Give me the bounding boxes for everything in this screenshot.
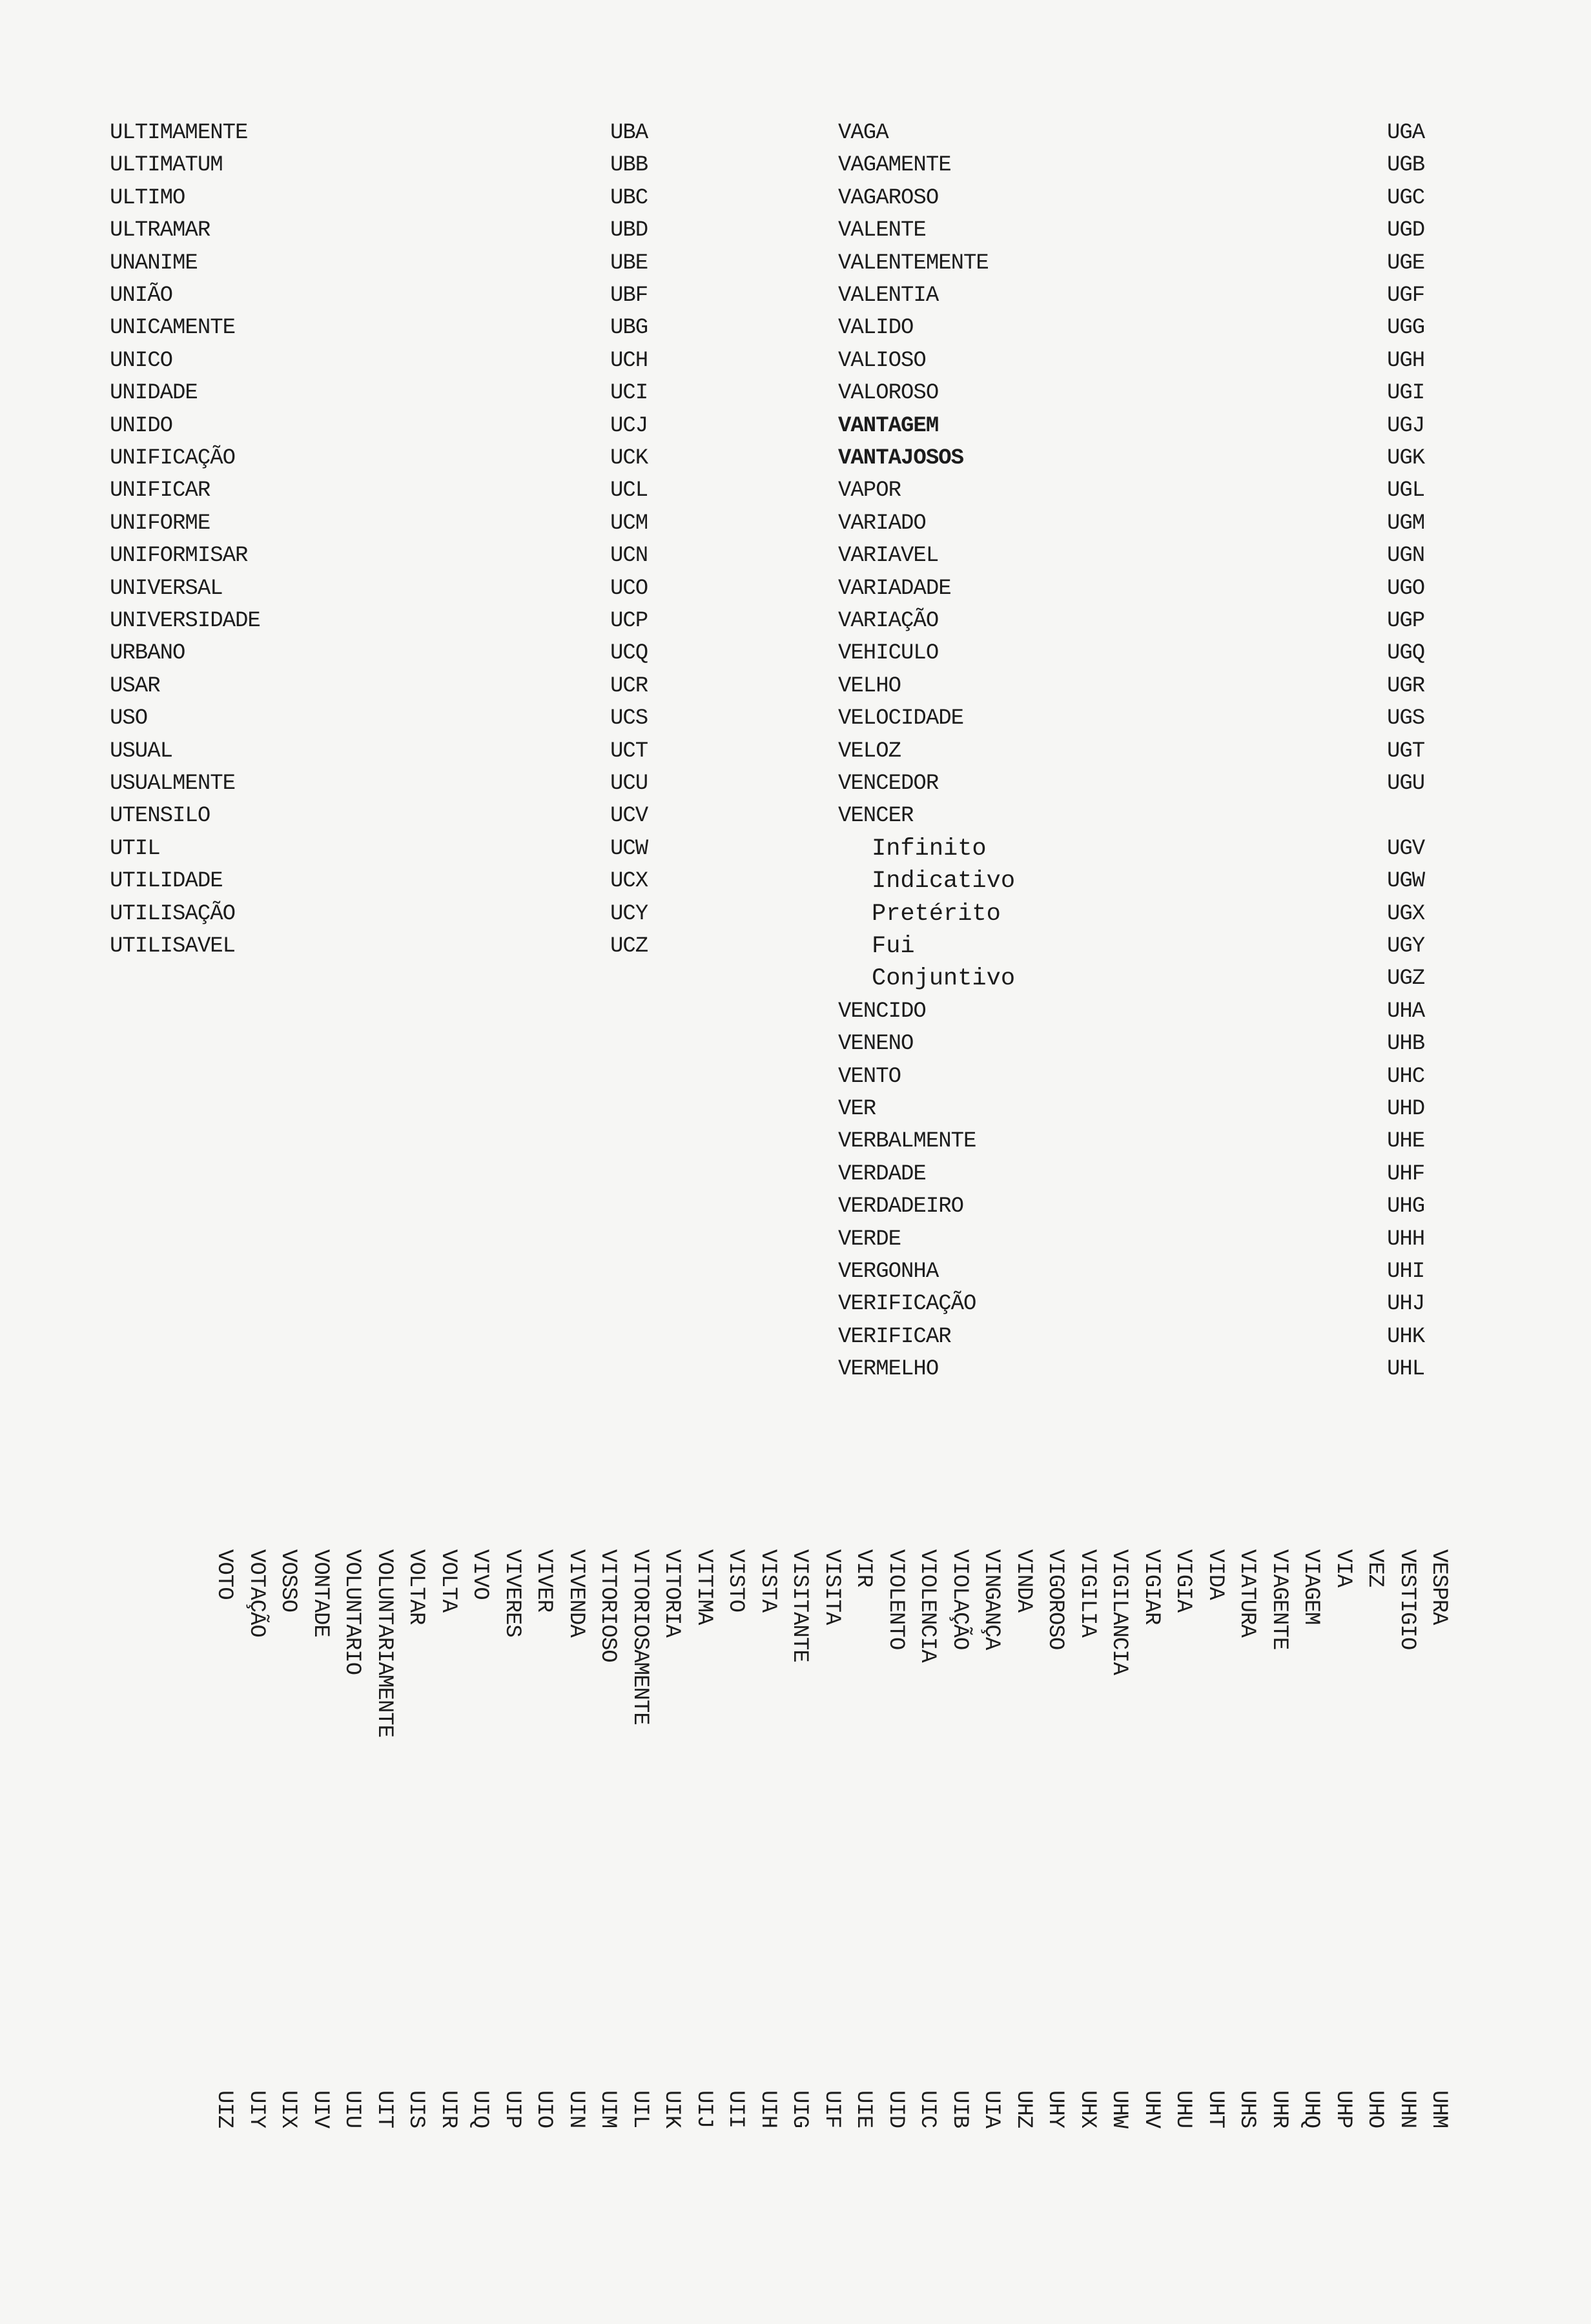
rotated-code: UIL xyxy=(627,2090,652,2128)
entry-row xyxy=(838,118,1464,148)
entry-row xyxy=(838,1322,1464,1352)
entry-word: USO xyxy=(110,706,148,731)
entry-word: VENCIDO xyxy=(838,999,926,1024)
entry-row xyxy=(838,606,1464,636)
entry-word: UNIVERSIDADE xyxy=(110,609,260,633)
entry-word: VENCEDOR xyxy=(838,771,939,796)
entry-row xyxy=(838,1094,1464,1124)
rotated-word: VIGIA xyxy=(1171,1549,1195,1613)
entry-code: UGE xyxy=(1387,250,1425,276)
entry-code: UHA xyxy=(1387,999,1425,1024)
rotated-code: UIS xyxy=(404,2090,428,2128)
rotated-code: UIX xyxy=(276,2090,300,2128)
entry-code: UHE xyxy=(1387,1129,1425,1154)
entry-word: UTIL xyxy=(110,836,160,861)
entry-word: USAR xyxy=(110,673,160,698)
rotated-code: UIV xyxy=(307,2090,333,2128)
rotated-word: VIOLENTO xyxy=(883,1549,908,1650)
entry-word: VELHO xyxy=(838,673,901,698)
entry-code: UHF xyxy=(1387,1161,1425,1187)
entry-word: VAGAMENTE xyxy=(838,153,951,178)
entry-code: UHJ xyxy=(1387,1292,1425,1317)
entry-word: VERDADEIRO xyxy=(838,1194,964,1219)
entry-code: UHC xyxy=(1387,1064,1425,1089)
entry-code: UBC xyxy=(610,185,648,210)
entry-row xyxy=(838,346,1464,376)
entry-word: VENENO xyxy=(838,1032,914,1057)
entry-word: VERGONHA xyxy=(838,1259,939,1284)
rotated-word: VIDA xyxy=(1202,1549,1227,1600)
entry-row xyxy=(838,541,1464,571)
entry-row xyxy=(838,997,1464,1026)
entry-word: UNIÃO xyxy=(110,283,173,308)
entry-row xyxy=(110,411,688,441)
rotated-code: UHM xyxy=(1426,2090,1451,2128)
rotated-word: VIVO xyxy=(467,1549,492,1600)
entry-word: VALOROSO xyxy=(838,381,939,406)
entry-word: UNICAMENTE xyxy=(110,316,236,341)
entry-code: UHI xyxy=(1387,1259,1425,1284)
entry-word: Pretérito xyxy=(872,900,1001,928)
entry-row xyxy=(838,509,1464,538)
entry-word: VANTAGEM xyxy=(838,413,939,438)
entry-row xyxy=(110,443,688,473)
entry-row xyxy=(838,737,1464,766)
rotated-word: VIGILANCIA xyxy=(1107,1549,1131,1675)
entry-word: VARIADO xyxy=(838,511,926,536)
rotated-word: VEZ xyxy=(1362,1549,1387,1587)
rotated-code: UHT xyxy=(1202,2090,1227,2128)
entry-word: VERDADE xyxy=(838,1161,926,1187)
entry-row xyxy=(110,509,688,538)
entry-code: UCK xyxy=(610,446,648,471)
rotated-word: VITORIOSO xyxy=(595,1549,620,1662)
entry-code: UCO xyxy=(610,576,648,601)
entry-code: UGO xyxy=(1387,576,1425,601)
entry-word: ULTIMAMENTE xyxy=(110,121,248,145)
entry-row xyxy=(838,671,1464,701)
rotated-code: UIM xyxy=(595,2090,620,2128)
entry-code: UCN xyxy=(610,544,648,569)
entry-word: VALENTE xyxy=(838,218,926,243)
entry-row xyxy=(838,1354,1464,1384)
entry-row xyxy=(110,249,688,278)
entry-word: UNANIME xyxy=(110,250,198,276)
entry-word: UTILISAÇÃO xyxy=(110,901,236,926)
entry-row xyxy=(838,150,1464,180)
entry-row xyxy=(110,541,688,571)
rotated-word: VISTO xyxy=(723,1549,748,1613)
entry-word: VALENTEMENTE xyxy=(838,250,989,276)
entry-code: UCM xyxy=(610,511,648,536)
entry-row xyxy=(838,574,1464,604)
entry-row xyxy=(110,606,688,636)
entry-word: VALIDO xyxy=(838,316,914,341)
entry-code: UCP xyxy=(610,609,648,633)
rotated-code: UIY xyxy=(243,2090,269,2128)
entry-row xyxy=(110,737,688,766)
entry-code: UGR xyxy=(1387,673,1425,698)
rotated-code: UIE xyxy=(851,2090,876,2128)
entry-row xyxy=(110,801,688,831)
entry-code: UGV xyxy=(1387,836,1425,861)
entry-word: VENCER xyxy=(838,804,914,829)
entry-code: UCR xyxy=(610,673,648,698)
rotated-word: VOLTAR xyxy=(404,1549,428,1625)
rotated-word: VIOLENCIA xyxy=(915,1549,939,1662)
rotated-code: UHX xyxy=(1074,2090,1100,2128)
entry-row xyxy=(838,216,1464,245)
entry-code: UGT xyxy=(1387,739,1425,764)
entry-word: URBANO xyxy=(110,641,185,666)
rotated-code: UIQ xyxy=(467,2090,492,2128)
entry-word: VERBALMENTE xyxy=(838,1129,976,1154)
entry-row xyxy=(110,476,688,505)
entry-word: UTENSILO xyxy=(110,804,210,829)
rotated-code: UIN xyxy=(563,2090,588,2128)
entry-row xyxy=(838,249,1464,278)
entry-code: UCT xyxy=(610,739,648,764)
entry-row xyxy=(110,346,688,376)
entry-row xyxy=(838,1062,1464,1092)
entry-row xyxy=(110,834,688,864)
entry-row xyxy=(838,899,1464,929)
entry-code: UGZ xyxy=(1387,966,1425,992)
rotated-word: VOSSO xyxy=(276,1549,300,1613)
entry-code: UGI xyxy=(1387,381,1425,406)
entry-word: VALIOSO xyxy=(838,348,926,373)
rotated-word: VITORIA xyxy=(659,1549,684,1637)
entry-word: UNIDADE xyxy=(110,381,198,406)
entry-word: UTILIDADE xyxy=(110,869,223,894)
rotated-code: UII xyxy=(723,2090,748,2128)
entry-word: VARIADADE xyxy=(838,576,951,601)
entry-row xyxy=(838,378,1464,408)
entry-code: UCL xyxy=(610,478,648,504)
entry-word: USUALMENTE xyxy=(110,771,236,796)
rotated-code: UHN xyxy=(1394,2090,1419,2128)
entry-word: VAPOR xyxy=(838,478,901,504)
entry-word: ULTIMO xyxy=(110,185,185,210)
entry-word: VARIAÇÃO xyxy=(838,609,939,633)
entry-row xyxy=(110,704,688,733)
rotated-code: UIJ xyxy=(691,2090,716,2128)
rotated-word: VIGIAR xyxy=(1138,1549,1164,1625)
entry-code: UCX xyxy=(610,869,648,894)
entry-code: UGY xyxy=(1387,934,1425,959)
entry-code: UGQ xyxy=(1387,641,1425,666)
entry-row xyxy=(838,183,1464,213)
entry-word: Indicativo xyxy=(872,868,1016,895)
rotated-word: VITORIOSAMENTE xyxy=(627,1549,652,1725)
entry-word: UNIFORME xyxy=(110,511,210,536)
entry-code: UGA xyxy=(1387,121,1425,145)
entry-word: VENTO xyxy=(838,1064,901,1089)
rotated-word: VINDA xyxy=(1011,1549,1036,1613)
rotated-word: VIVENDA xyxy=(563,1549,588,1637)
entry-code: UGD xyxy=(1387,218,1425,243)
entry-code: UBG xyxy=(610,316,648,341)
entry-row xyxy=(838,964,1464,994)
rotated-word: VIOLAÇÃO xyxy=(947,1549,972,1650)
entry-row xyxy=(110,281,688,311)
entry-row xyxy=(838,801,1464,831)
rotated-code: UHV xyxy=(1138,2090,1164,2128)
entry-row xyxy=(110,866,688,896)
entry-word: VAGAROSO xyxy=(838,185,939,210)
entry-row xyxy=(838,411,1464,441)
entry-code: UGM xyxy=(1387,511,1425,536)
entry-code: UBA xyxy=(610,121,648,145)
entry-code: UCJ xyxy=(610,413,648,438)
entry-word: UTILISAVEL xyxy=(110,934,236,959)
entry-row xyxy=(110,932,688,961)
entry-word: VANTAJOSOS xyxy=(838,446,964,471)
rotated-word: VOLUNTARIO xyxy=(340,1549,364,1675)
rotated-word: VISITA xyxy=(819,1549,844,1625)
entry-word: Infinito xyxy=(872,835,987,862)
rotated-word: VIAGENTE xyxy=(1266,1549,1291,1650)
entry-row xyxy=(838,313,1464,343)
rotated-word: VIAGEM xyxy=(1298,1549,1323,1625)
entry-code: UGG xyxy=(1387,316,1425,341)
rotated-code: UIO xyxy=(531,2090,556,2128)
rotated-code: UID xyxy=(883,2090,908,2128)
rotated-word: VIVERES xyxy=(499,1549,524,1637)
entry-code: UGH xyxy=(1387,348,1425,373)
entry-word: VAGA xyxy=(838,121,888,145)
entry-row xyxy=(838,1029,1464,1059)
entry-word: VARIAVEL xyxy=(838,544,939,569)
entry-code: UCQ xyxy=(610,641,648,666)
entry-code: UCH xyxy=(610,348,648,373)
entry-row xyxy=(110,313,688,343)
rotated-word: VIATURA xyxy=(1235,1549,1259,1637)
entry-row xyxy=(838,281,1464,311)
entry-word: VELOCIDADE xyxy=(838,706,964,731)
entry-word: VELOZ xyxy=(838,739,901,764)
entry-code: UCZ xyxy=(610,934,648,959)
entry-word: Fui xyxy=(872,933,915,960)
entry-code: UHK xyxy=(1387,1324,1425,1349)
entry-code: UGB xyxy=(1387,153,1425,178)
entry-word: UNICO xyxy=(110,348,173,373)
rotated-word: VOTO xyxy=(212,1549,236,1600)
entry-word: VALENTIA xyxy=(838,283,939,308)
entry-word: UNIFORMISAR xyxy=(110,544,248,569)
entry-code: UHD xyxy=(1387,1097,1425,1121)
entry-row xyxy=(110,574,688,604)
entry-row xyxy=(838,1192,1464,1221)
entry-code: UGK xyxy=(1387,446,1425,471)
entry-word: USUAL xyxy=(110,739,173,764)
rotated-word: VONTADE xyxy=(307,1549,333,1637)
entry-row xyxy=(110,769,688,799)
entry-code: UGC xyxy=(1387,185,1425,210)
entry-code: UGX xyxy=(1387,901,1425,926)
entry-code: UBF xyxy=(610,283,648,308)
entry-row xyxy=(110,638,688,668)
entry-row xyxy=(110,378,688,408)
entry-row xyxy=(110,216,688,245)
entry-code: UCI xyxy=(610,381,648,406)
rotated-word: VIA xyxy=(1330,1549,1355,1587)
entry-word: ULTIMATUM xyxy=(110,153,223,178)
rotated-word: VESTIGIO xyxy=(1394,1549,1419,1650)
entry-code: UGF xyxy=(1387,283,1425,308)
rotated-word: VITIMA xyxy=(691,1549,716,1625)
rotated-code: UHU xyxy=(1171,2090,1195,2128)
rotated-code: UIB xyxy=(947,2090,972,2128)
rotated-word: VOLTA xyxy=(435,1549,460,1613)
rotated-code: UHQ xyxy=(1298,2090,1323,2128)
entry-row xyxy=(838,638,1464,668)
entry-row xyxy=(838,443,1464,473)
entry-row xyxy=(838,769,1464,799)
entry-code: UHL xyxy=(1387,1357,1425,1382)
entry-code: UHG xyxy=(1387,1194,1425,1219)
entry-code: UBE xyxy=(610,250,648,276)
entry-code: UGP xyxy=(1387,609,1425,633)
entry-code: UCY xyxy=(610,901,648,926)
rotated-code: UIF xyxy=(819,2090,844,2128)
rotated-word: VIGOROSO xyxy=(1043,1549,1067,1650)
rotated-word: VIGILIA xyxy=(1074,1549,1100,1637)
entry-word: ULTRAMAR xyxy=(110,218,210,243)
entry-code: UCW xyxy=(610,836,648,861)
entry-row xyxy=(838,1289,1464,1319)
entry-code: UBB xyxy=(610,153,648,178)
entry-word: VER xyxy=(838,1097,876,1121)
rotated-code: UHS xyxy=(1235,2090,1259,2128)
entry-code: UCV xyxy=(610,804,648,829)
entry-code: UHB xyxy=(1387,1032,1425,1057)
entry-word: UNIFICAR xyxy=(110,478,210,504)
rotated-word: VIR xyxy=(851,1549,876,1587)
rotated-word: VOTAÇÃO xyxy=(243,1549,269,1637)
entry-row xyxy=(110,118,688,148)
entry-row xyxy=(110,183,688,213)
rotated-code: UIT xyxy=(371,2090,396,2128)
entry-word: UNIVERSAL xyxy=(110,576,223,601)
rotated-code: UIH xyxy=(755,2090,780,2128)
entry-row xyxy=(110,899,688,929)
entry-code: UGU xyxy=(1387,771,1425,796)
entry-row xyxy=(838,476,1464,505)
entry-row xyxy=(838,1126,1464,1156)
entry-row xyxy=(838,834,1464,864)
rotated-code: UIC xyxy=(915,2090,939,2128)
entry-code: UGJ xyxy=(1387,413,1425,438)
entry-row xyxy=(110,671,688,701)
entry-row xyxy=(838,866,1464,896)
entry-word: VERDE xyxy=(838,1227,901,1252)
rotated-code: UIG xyxy=(787,2090,812,2128)
rotated-word: VIVER xyxy=(531,1549,556,1613)
rotated-word: VISITANTE xyxy=(787,1549,812,1662)
entry-code: UBD xyxy=(610,218,648,243)
rotated-code: UIZ xyxy=(212,2090,236,2128)
rotated-code: UIP xyxy=(499,2090,524,2128)
rotated-code: UHP xyxy=(1330,2090,1355,2128)
entry-word: Conjuntivo xyxy=(872,965,1016,993)
entry-code: UGN xyxy=(1387,544,1425,569)
entry-row xyxy=(110,150,688,180)
entry-code: UHH xyxy=(1387,1227,1425,1252)
rotated-code: UHZ xyxy=(1011,2090,1036,2128)
rotated-code: UHY xyxy=(1043,2090,1067,2128)
entry-row xyxy=(838,704,1464,733)
entry-row xyxy=(838,932,1464,961)
rotated-code: UHO xyxy=(1362,2090,1387,2128)
rotated-code: UIK xyxy=(659,2090,684,2128)
rotated-word: VINGANÇA xyxy=(979,1549,1003,1650)
entry-word: UNIFICAÇÃO xyxy=(110,446,236,471)
entry-code: UGS xyxy=(1387,706,1425,731)
entry-code: UCS xyxy=(610,706,648,731)
rotated-word: VOLUNTARIAMENTE xyxy=(371,1549,396,1738)
rotated-word: VESPRA xyxy=(1426,1549,1451,1625)
entry-word: VERIFICAÇÃO xyxy=(838,1292,976,1317)
entry-code: UGW xyxy=(1387,869,1425,894)
entry-row xyxy=(838,1225,1464,1254)
entry-code: UGL xyxy=(1387,478,1425,504)
rotated-code: UIA xyxy=(979,2090,1003,2128)
rotated-code: UIR xyxy=(435,2090,460,2128)
rotated-code: UHR xyxy=(1266,2090,1291,2128)
entry-code: UCU xyxy=(610,771,648,796)
entry-row xyxy=(838,1257,1464,1287)
rotated-word: VISTA xyxy=(755,1549,780,1613)
entry-word: VERMELHO xyxy=(838,1357,939,1382)
entry-row xyxy=(838,1159,1464,1189)
rotated-code: UHW xyxy=(1107,2090,1131,2128)
rotated-code: UIU xyxy=(340,2090,364,2128)
entry-word: VERIFICAR xyxy=(838,1324,951,1349)
entry-word: VEHICULO xyxy=(838,641,939,666)
entry-word: UNIDO xyxy=(110,413,173,438)
